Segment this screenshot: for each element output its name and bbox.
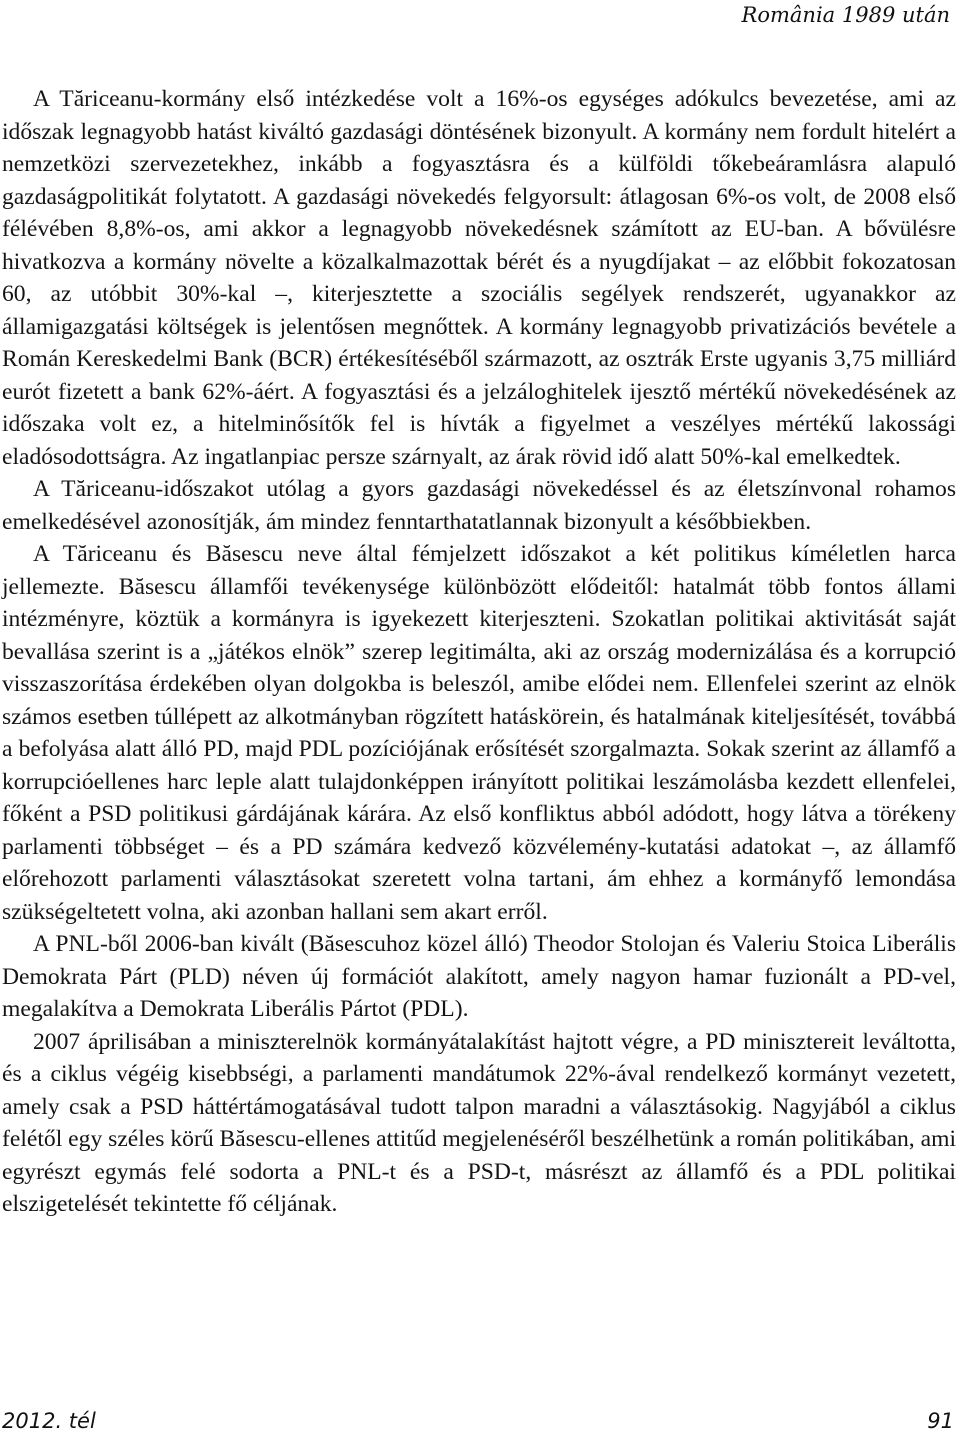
footer-page-number: 91 [927, 1409, 954, 1433]
running-header-title: România 1989 után [741, 3, 950, 27]
paragraph: A PNL-ből 2006-ban kivált (Băsescuhoz közel álló) Theodor Stolojan és Valeriu Stoica Liberális Demokrata Párt (PLD) néven új formációt alakított, amely nagyon hamar fuzionált a PD-vel, megalakítva a Demokrata Liberális Pártot (PDL). [2, 931, 956, 1022]
paragraph: A Tăriceanu-kormány első intézkedése volt a 16%-os egységes adókulcs bevezetése, ami az időszak legnagyobb hatást kiváltó gazdasági döntésének bizonyult. A kormány nem fordult hitelért a nemzetközi szervezetekhez, inkább a fogyasztásra és a külföldi tőkebeáramlásra alapuló gazdaságpolitikát folytatott. A gazdasági növekedés felgyorsult: átlagosan 6%-os volt, de 2008 első félévében 8,8%-os, ami akkor a legnagyobb növekedésnek számított az EU-ban. A bővülésre hivatkozva a kormány növelte a közalkalmazottak bérét és a nyugdíjakat – az előbbit fokozatosan 60, az utóbbit 30%-kal –, kiterjesztette a szociális segélyek rendszerét, ugyanakkor az államigazgatási költségek is jelentősen megnőttek. A kormány legnagyobb privatizációs bevétele a Román Kereskedelmi Bank (BCR) értékesítéséből származott, az osztrák Erste ugyanis 3,75 milliárd eurót fizetett a bank 62%-áért. A fogyasztási és a jelzáloghitelek ijesztő mértékű növekedésének az időszaka volt ez, a hitelminősítők fel is hívták a figyelmet a veszélyes mértékű lakossági eladósodottságra. Az ingatlanpiac persze szárnyalt, az árak rövid idő alatt 50%-kal emelkedtek. [2, 86, 956, 470]
footer-issue: 2012. tél [2, 1409, 96, 1433]
article-body [2, 83, 956, 1221]
paragraph: 2007 áprilisában a miniszterelnök kormányátalakítást hajtott végre, a PD minisztereit leváltotta, és a ciklus végéig kisebbségi, a parlamenti mandátumok 22%-ával rendelkező kormányt vezetett, amely csak a PSD háttértámogatásával tudott talpon maradni a választásokig. Nagyjából a ciklus felétől egy széles körű Băsescu-ellenes attitűd megjelenéséről beszélhetünk a román politikában, ami egyrészt egymás felé sodorta a PNL-t és a PSD-t, másrészt az államfő és a PDL politikai elszigetelését tekintette fő céljának. [2, 1028, 956, 1217]
paragraph: A Tăriceanu-időszakot utólag a gyors gazdasági növekedéssel és az életszínvonal rohamos emelkedésével azonosítják, ám mindez fenntarthatatlannak bizonyult a későbbiekben. [2, 476, 956, 535]
paragraph: A Tăriceanu és Băsescu neve által fémjelzett időszakot a két politikus kíméletlen harca jellemezte. Băsescu államfői tevékenysége különbözött elődeitől: hatalmát több fontos állami intézményre, köztük a kormányra is igyekezett kiterjeszteni. Szokatlan politikai aktivitását saját bevallása szerint is a „játékos elnök” szerep legitimálta, aki az ország modernizálása és a korrupció visszaszorítása érdekében olyan dolgokba is beleszól, amibe elődei nem. Ellenfelei szerint az elnök számos esetben túllépett az alkotmányban rögzített hatáskörein, és hatalmának kiteljesítését, továbbá a befolyása alatt álló PD, majd PDL pozíciójának erősítését szorgalmazta. Sokak szerint az államfő a korrupcióellenes harc leple alatt tulajdonképpen irányított politikai leszámolásba kezdett ellenfelei, főként a PSD politikusi gárdájának kárára. Az első konfliktus abból adódott, hogy látva a törékeny parlamenti többséget – és a PD számára kedvező közvélemény-kutatási adatokat –, az államfő előrehozott parlamenti választásokat szeretett volna tartani, ám ehhez a kormányfő lemondása szükségeltetett volna, aki azonban hallani sem akart erről. [2, 541, 956, 925]
